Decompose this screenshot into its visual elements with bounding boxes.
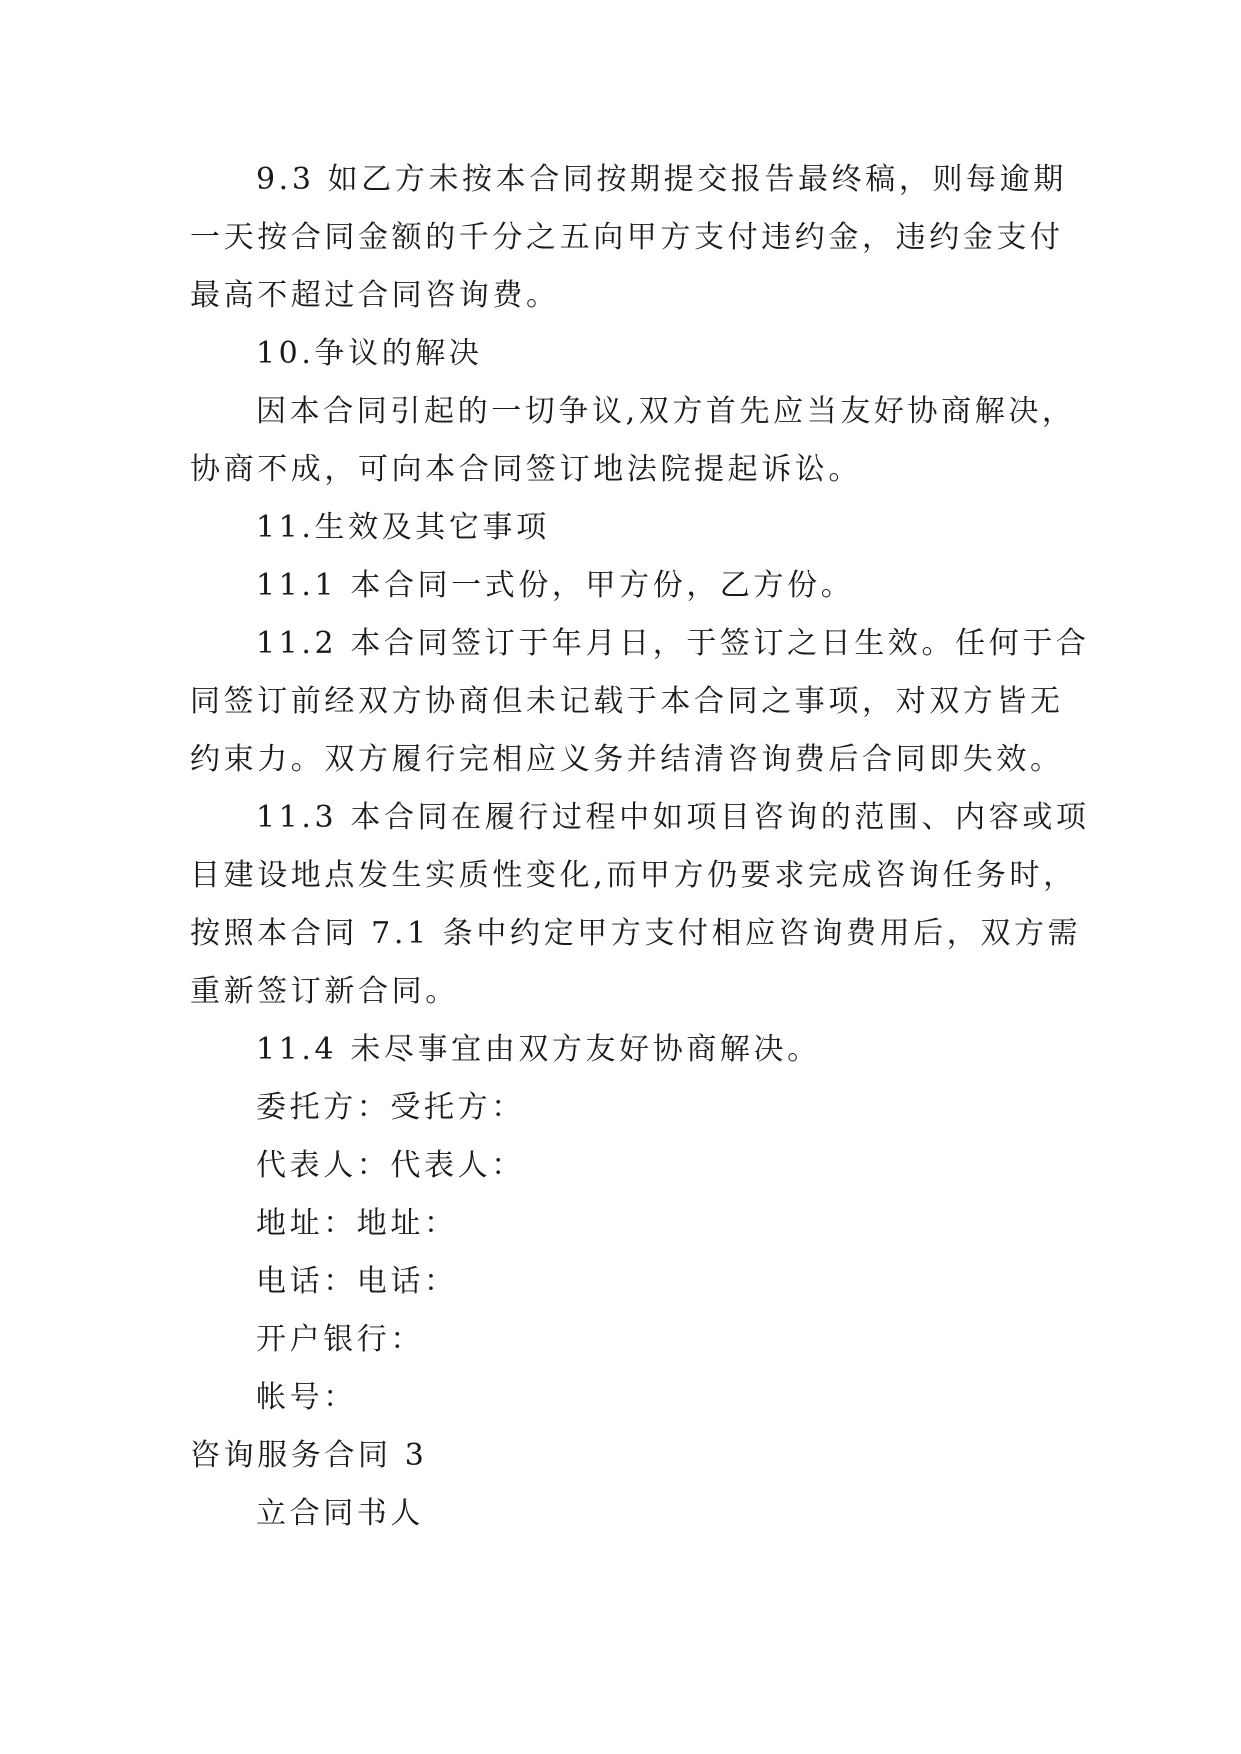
clause-11-2-line-1: 11.2 本合同签订于年月日，于签订之日生效。任何于合 [256, 626, 1090, 661]
section-11-heading: 11.生效及其它事项 [256, 510, 550, 545]
clause-11-3-line-2: 目建设地点发生实质性变化,而甲方仍要求完成咨询任务时， [190, 858, 1077, 893]
clause-11-3-line-1: 11.3 本合同在履行过程中如项目咨询的范围、内容或项 [256, 800, 1090, 835]
clause-11-1-line: 11.1 本合同一式份，甲方份，乙方份。 [256, 568, 855, 603]
clause-10-line-1: 因本合同引起的一切争议,双方首先应当友好协商解决， [256, 394, 1076, 429]
signatory-line: 立合同书人 [256, 1496, 424, 1531]
clause-11-2-line-3: 约束力。双方履行完相应义务并结清咨询费后合同即失效。 [190, 742, 1064, 777]
clause-11-2-line-2: 同签订前经双方协商但未记载于本合同之事项，对双方皆无 [190, 684, 1064, 719]
clause-9-3-line-2: 一天按合同金额的千分之五向甲方支付违约金，违约金支付 [190, 220, 1064, 255]
clause-9-3-line-1: 9.3 如乙方未按本合同按期提交报告最终稿，则每逾期 [256, 162, 1067, 197]
clause-11-4-line: 11.4 未尽事宜由双方友好协商解决。 [256, 1032, 821, 1067]
clause-11-3-line-4: 重新签订新合同。 [190, 974, 459, 1009]
phone-line: 电话：电话： [256, 1264, 458, 1299]
section-10-heading: 10.争议的解决 [256, 336, 483, 371]
bank-line: 开户银行： [256, 1322, 424, 1357]
account-line: 帐号： [256, 1380, 357, 1415]
party-line: 委托方：受托方： [256, 1090, 525, 1125]
address-line: 地址：地址： [256, 1206, 458, 1241]
clause-10-line-2: 协商不成，可向本合同签订地法院提起诉讼。 [190, 452, 862, 487]
clause-11-3-line-3: 按照本合同 7.1 条中约定甲方支付相应咨询费用后，双方需 [190, 916, 1082, 951]
clause-9-3-line-3: 最高不超过合同咨询费。 [190, 278, 560, 313]
contract-title: 咨询服务合同 3 [190, 1438, 428, 1473]
representative-line: 代表人：代表人： [256, 1148, 525, 1183]
